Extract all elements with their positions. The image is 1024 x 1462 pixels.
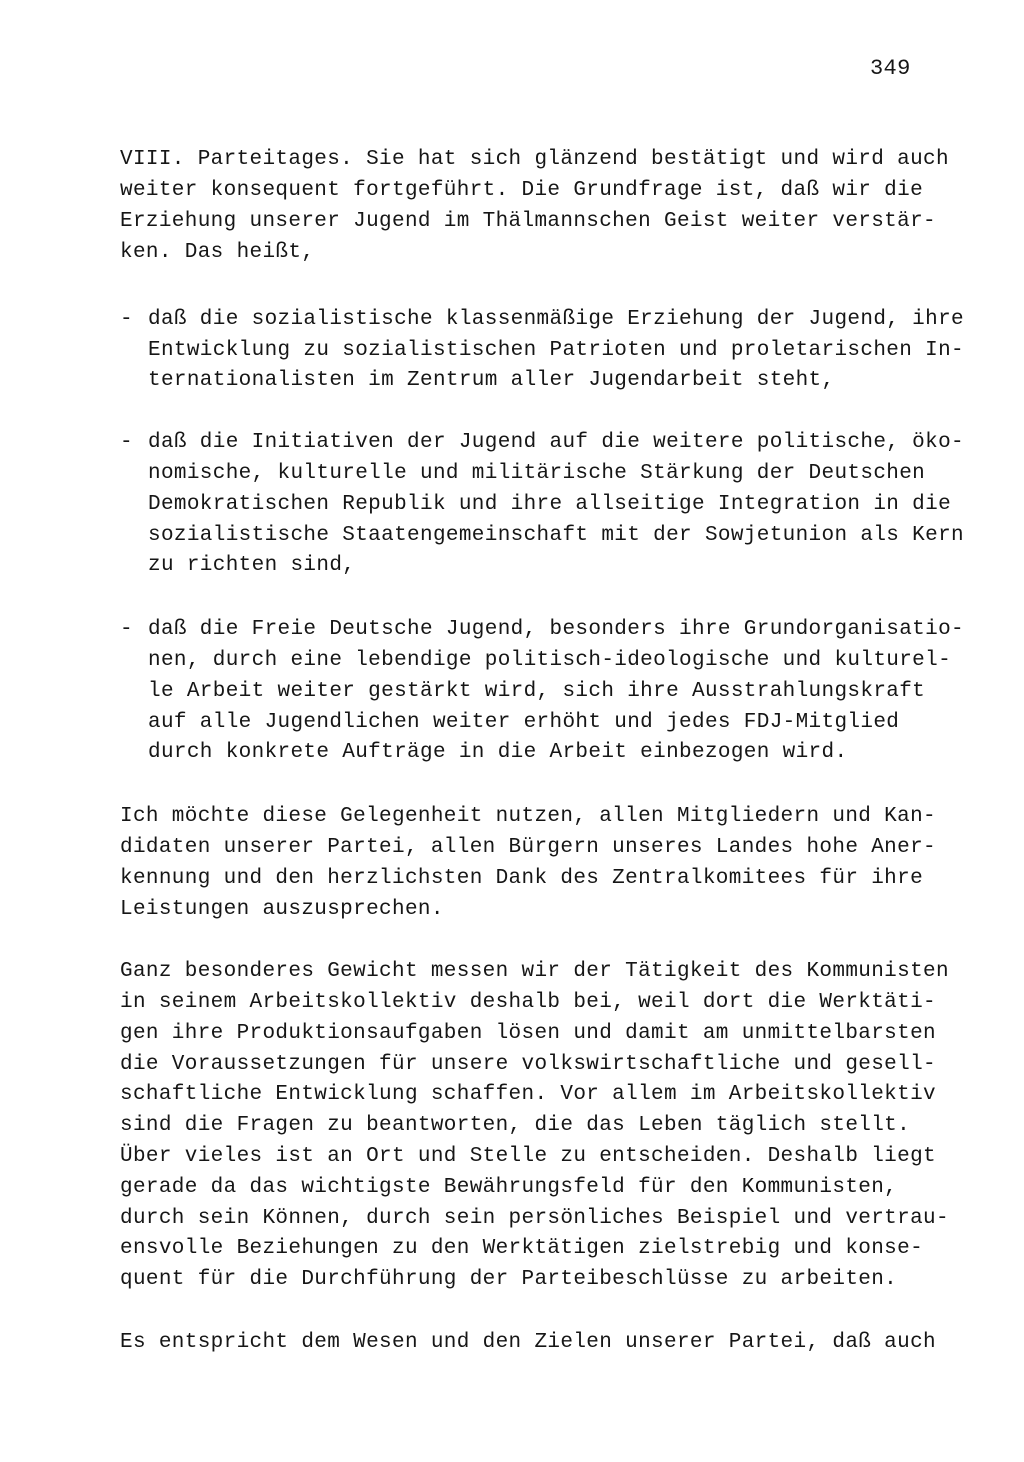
text-line: ternationalisten im Zentrum aller Jugendarbeit steht, — [148, 369, 835, 392]
text-line: zu richten sind, — [148, 554, 356, 577]
text-line: sind die Fragen zu beantworten, die das Leben täglich stellt. — [120, 1114, 911, 1137]
text-line: quent für die Durchführung der Parteibeschlüsse zu arbeiten. — [120, 1268, 898, 1291]
bullet-dash: - — [120, 308, 133, 331]
text-line: Entwicklung zu sozialistischen Patrioten und proletarischen In- — [148, 339, 964, 362]
page-number: 349 — [870, 56, 911, 81]
text-line: ensvolle Beziehungen zu den Werktätigen zielstrebig und konse- — [120, 1237, 924, 1260]
text-line: Leistungen auszusprechen. — [120, 898, 444, 921]
text-line: gen ihre Produktionsaufgaben lösen und damit am unmittelbarsten — [120, 1022, 936, 1045]
text-line: schaftliche Entwicklung schaffen. Vor allem im Arbeitskollektiv — [120, 1083, 936, 1106]
text-line: nen, durch eine lebendige politisch-ideologische und kulturel- — [148, 649, 952, 672]
text-line: didaten unserer Partei, allen Bürgern unseres Landes hohe Aner- — [120, 836, 936, 859]
text-line: kennung und den herzlichsten Dank des Zentralkomitees für ihre — [120, 867, 924, 890]
bullet-dash: - — [120, 431, 133, 454]
text-line: daß die sozialistische klassenmäßige Erziehung der Jugend, ihre — [148, 308, 964, 331]
text-line: le Arbeit weiter gestärkt wird, sich ihre Ausstrahlungskraft — [148, 680, 926, 703]
text-line: VIII. Parteitages. Sie hat sich glänzend bestätigt und wird auch — [120, 148, 949, 171]
text-line: in seinem Arbeitskollektiv deshalb bei, weil dort die Werktäti- — [120, 991, 936, 1014]
text-line: die Voraussetzungen für unsere volkswirtschaftliche und gesell- — [120, 1053, 936, 1076]
text-line: sozialistische Staatengemeinschaft mit der Sowjetunion als Kern — [148, 524, 964, 547]
text-line: ken. Das heißt, — [120, 241, 315, 264]
text-line: nomische, kulturelle und militärische Stärkung der Deutschen — [148, 462, 926, 485]
text-line: daß die Freie Deutsche Jugend, besonders ihre Grundorganisatio- — [148, 618, 964, 641]
text-line: Erziehung unserer Jugend im Thälmannschen Geist weiter verstär- — [120, 210, 936, 233]
text-line: daß die Initiativen der Jugend auf die weitere politische, öko- — [148, 431, 964, 454]
text-line: Es entspricht dem Wesen und den Zielen unserer Partei, daß auch — [120, 1331, 936, 1354]
text-line: durch konkrete Aufträge in die Arbeit einbezogen wird. — [148, 741, 848, 764]
text-line: Demokratischen Republik und ihre allseitige Integration in die — [148, 493, 952, 516]
text-line: Über vieles ist an Ort und Stelle zu entscheiden. Deshalb liegt — [120, 1145, 936, 1168]
bullet-dash: - — [120, 618, 133, 641]
text-line: auf alle Jugendlichen weiter erhöht und jedes FDJ-Mitglied — [148, 711, 900, 734]
text-line: gerade da das wichtigste Bewährungsfeld für den Kommunisten, — [120, 1176, 898, 1199]
text-line: Ganz besonderes Gewicht messen wir der Tätigkeit des Kommunisten — [120, 960, 949, 983]
text-line: Ich möchte diese Gelegenheit nutzen, allen Mitgliedern und Kan- — [120, 805, 936, 828]
text-line: durch sein Können, durch sein persönliches Beispiel und vertrau- — [120, 1207, 949, 1230]
text-line: weiter konsequent fortgeführt. Die Grundfrage ist, daß wir die — [120, 179, 924, 202]
